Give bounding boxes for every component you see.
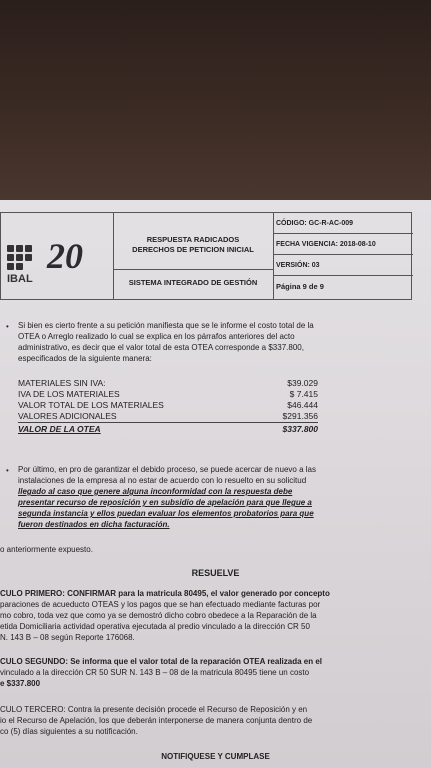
bullet-icon: • — [6, 466, 9, 475]
header-title — [113, 235, 273, 255]
article-1: CULO PRIMERO: CONFIRMAR para la matricula 80495, el valor generado por concepto paraciones de acueducto OTEAS y los pagos que se han efectuado mediante facturas por mo cobro, toda vez que como ya se demostró dicho cobro obedece a la Reparación de la etida Domiciliaria actividad operativa ejecutada al predio vinculado a la dirección CR 50 N. 143 B – 08 según Reporte 176068. — [0, 589, 330, 642]
expuesto-text: o anteriormente expuesto. — [0, 545, 93, 554]
logo-anniversary-number: 20 — [47, 236, 83, 276]
cost-row: IVA DE LOS MATERIALES $ 7.415 — [18, 389, 318, 399]
cost-row: VALORES ADICIONALES $291.356 — [18, 411, 318, 421]
header-title-line-2: DERECHOS DE PETICION INICIAL — [132, 245, 254, 254]
document-header-table — [0, 212, 412, 300]
divider — [18, 422, 318, 423]
closing-paragraph: Por último, en pro de garantizar el debido proceso, se puede acercar de nuevo a las instalaciones de la empresa al no estar de acuerdo con lo resuelto en su solicitud llegado al caso que genere alguna inconformidad con la respuesta debe presentar recurso de reposición y en subsidio de apelación para que llegue a segunda instancia y ellos puedan evaluar los elementos probatorios para que fueron destinados en dicha facturación. — [18, 465, 316, 529]
header-page-number: Página 9 de 9 — [276, 282, 324, 291]
header-title-line-1: RESPUESTA RADICADOS — [146, 235, 240, 244]
logo-text: IBAL — [7, 273, 33, 285]
header-title-cell — [113, 213, 274, 299]
resuelve-heading: RESUELVE — [191, 568, 240, 578]
background-surface — [0, 0, 431, 205]
company-logo — [1, 213, 114, 299]
cost-row: MATERIALES SIN IVA: $39.029 — [18, 378, 318, 388]
article-2: CULO SEGUNDO: Se informa que el valor total de la reparación OTEA realizada en el vinculado a la dirección CR 50 SUR N. 143 B – 08 de la matricula 80495 tiene un costo e $337.800 — [0, 657, 323, 688]
cost-total-row: VALOR DE LA OTEA $337.800 — [18, 424, 318, 434]
header-system: SISTEMA INTEGRADO DE GESTIÓN — [113, 269, 273, 300]
footer-notifiquese: NOTIFIQUESE Y CUMPLASE — [161, 752, 270, 761]
document-page — [0, 200, 431, 768]
cost-row: VALOR TOTAL DE LOS MATERIALES $46.444 — [18, 400, 318, 410]
header-validity: FECHA VIGENCIA: 2018-08-10 — [273, 234, 413, 255]
header-code: CÓDIGO: GC-R-AC-009 — [273, 213, 413, 234]
intro-paragraph: Si bien es cierto frente a su petición manifiesta que se le informe el costo total de la OTEA o Arreglo realizado lo cual se explica en los párrafos anteriores del acto administrativo, es decir que el valor total de esta OTEA corresponde a $337.800, especificados de la siguiente manera: — [18, 321, 314, 363]
header-version: VERSIÓN: 03 — [273, 255, 413, 276]
article-3: CULO TERCERO: Contra la presente decisión procede el Recurso de Reposición y en io el Recurso de Apelación, los que deberán interponerse de manera conjunta dentro de co (5) días siguientes a su notificación. — [0, 705, 313, 736]
bullet-icon: • — [6, 322, 9, 331]
logo-dots-icon — [7, 245, 41, 271]
